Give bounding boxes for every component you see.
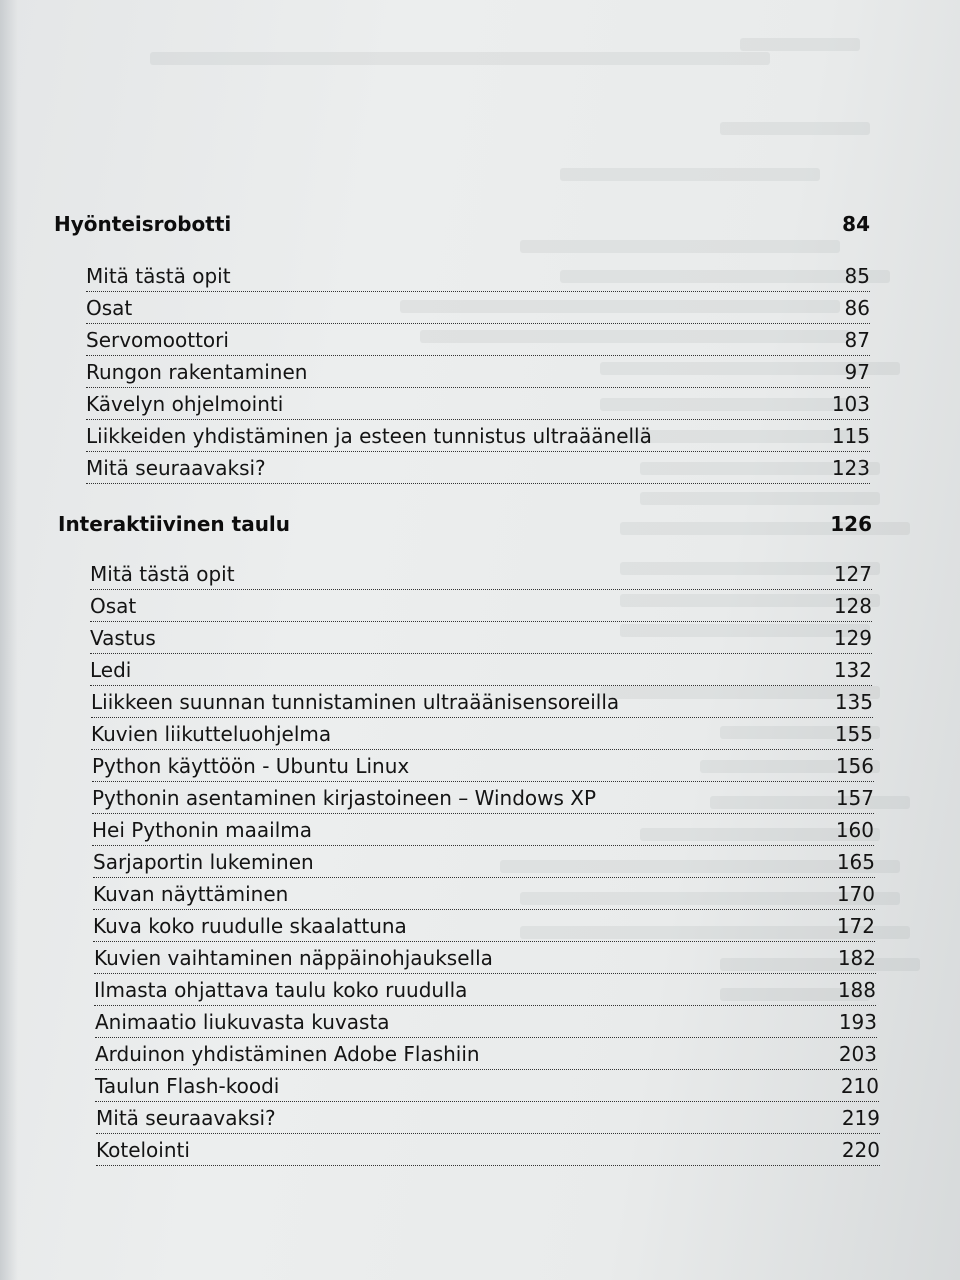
entry-page-number: 165 [836, 850, 875, 874]
entry-title: Taulun Flash-koodi [95, 1074, 280, 1098]
entry-page-number: 135 [834, 690, 873, 714]
toc-entry[interactable] [86, 356, 870, 388]
entry-page-number: 160 [835, 818, 874, 842]
entry-page-number: 97 [844, 360, 870, 384]
chapter-heading[interactable] [58, 512, 872, 536]
entry-page-number: 193 [838, 1010, 877, 1034]
entry-page-number: 157 [835, 786, 874, 810]
entry-page-number: 220 [841, 1138, 880, 1162]
entry-page-number: 172 [836, 914, 875, 938]
chapter-title: Hyönteisrobotti [54, 212, 232, 236]
toc-entry[interactable] [94, 942, 876, 974]
entry-page-number: 182 [837, 946, 876, 970]
toc-entry[interactable] [86, 388, 870, 420]
entry-title: Mitä tästä opit [86, 264, 231, 288]
toc-entry[interactable] [86, 292, 870, 324]
chapter-page-number: 84 [842, 212, 870, 236]
toc-entry[interactable] [86, 260, 870, 292]
entry-page-number: 188 [837, 978, 876, 1002]
entry-page-number: 156 [835, 754, 874, 778]
toc-entry[interactable] [90, 654, 872, 686]
entry-page-number: 103 [831, 392, 870, 416]
toc-entry[interactable] [92, 782, 874, 814]
toc-entry[interactable] [92, 814, 874, 846]
entry-page-number: 87 [844, 328, 870, 352]
entry-page-number: 128 [833, 594, 872, 618]
toc-entry[interactable] [92, 750, 874, 782]
entry-page-number: 115 [831, 424, 870, 448]
toc-entry[interactable] [93, 878, 875, 910]
toc-entry[interactable] [90, 622, 872, 654]
entry-title: Ilmasta ohjattava taulu koko ruudulla [94, 978, 468, 1002]
entry-title: Osat [90, 594, 137, 618]
toc-entry[interactable] [86, 420, 870, 452]
entry-title: Kotelointi [96, 1138, 190, 1162]
toc-entry[interactable] [95, 1070, 879, 1102]
entry-page-number: 129 [833, 626, 872, 650]
entry-title: Liikkeiden yhdistäminen ja esteen tunnistus ultraäänellä [86, 424, 652, 448]
entry-page-number: 123 [831, 456, 870, 480]
entry-page-number: 85 [844, 264, 870, 288]
entry-title: Mitä seuraavaksi? [96, 1106, 276, 1130]
toc-entry[interactable] [90, 558, 872, 590]
toc-entry[interactable] [91, 686, 873, 718]
toc-entry[interactable] [90, 590, 872, 622]
entry-title: Kävelyn ohjelmointi [86, 392, 284, 416]
toc-entry[interactable] [93, 846, 875, 878]
entry-title: Pythonin asentaminen kirjastoineen – Windows XP [92, 786, 597, 810]
toc-entry[interactable] [93, 910, 875, 942]
toc-entry[interactable] [96, 1134, 880, 1166]
entry-title: Hei Pythonin maailma [92, 818, 313, 842]
entry-title: Kuvien liikutteluohjelma [91, 722, 332, 746]
entry-title: Vastus [90, 626, 156, 650]
entry-title: Ledi [90, 658, 132, 682]
entry-title: Kuva koko ruudulle skaalattuna [93, 914, 407, 938]
entry-title: Rungon rakentaminen [86, 360, 308, 384]
toc-entry[interactable] [96, 1102, 880, 1134]
entry-page-number: 86 [844, 296, 870, 320]
entry-title: Osat [86, 296, 133, 320]
toc-entry[interactable] [94, 974, 876, 1006]
entry-page-number: 170 [836, 882, 875, 906]
entry-title: Mitä seuraavaksi? [86, 456, 266, 480]
chapter-heading[interactable] [54, 212, 870, 236]
entry-title: Kuvien vaihtaminen näppäinohjauksella [94, 946, 493, 970]
entry-title: Python käyttöön - Ubuntu Linux [92, 754, 410, 778]
entry-page-number: 210 [840, 1074, 879, 1098]
toc-entry[interactable] [95, 1038, 877, 1070]
entry-page-number: 155 [834, 722, 873, 746]
toc-entry[interactable] [95, 1006, 877, 1038]
entry-page-number: 127 [833, 562, 872, 586]
toc-entry[interactable] [91, 718, 873, 750]
entry-title: Animaatio liukuvasta kuvasta [95, 1010, 390, 1034]
toc-entry[interactable] [86, 452, 870, 484]
entry-title: Liikkeen suunnan tunnistaminen ultraäänisensoreilla [91, 690, 620, 714]
entry-title: Arduinon yhdistäminen Adobe Flashiin [95, 1042, 480, 1066]
entry-page-number: 219 [841, 1106, 880, 1130]
entry-title: Servomoottori [86, 328, 229, 352]
chapter-page-number: 126 [830, 512, 872, 536]
entry-title: Sarjaportin lukeminen [93, 850, 314, 874]
entry-title: Mitä tästä opit [90, 562, 235, 586]
chapter-title: Interaktiivinen taulu [58, 512, 291, 536]
entry-title: Kuvan näyttäminen [93, 882, 289, 906]
entry-page-number: 203 [838, 1042, 877, 1066]
toc-entry[interactable] [86, 324, 870, 356]
entry-page-number: 132 [833, 658, 872, 682]
